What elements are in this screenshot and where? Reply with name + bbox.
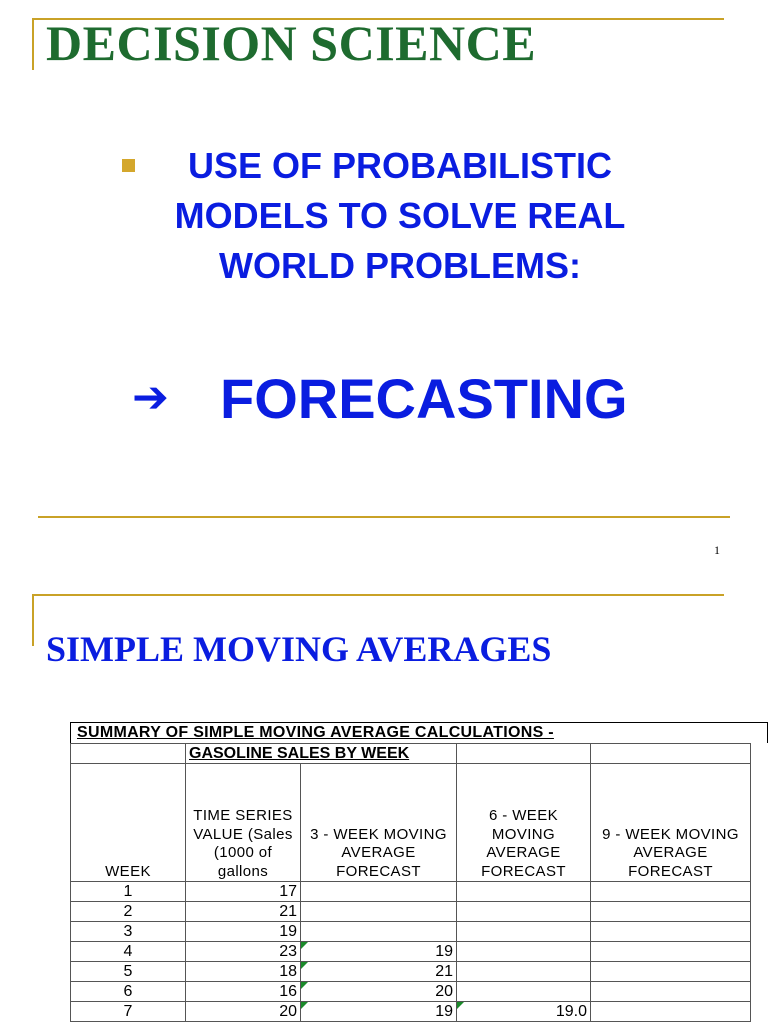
cell-value: 23: [186, 942, 301, 962]
header-week: WEEK: [71, 764, 186, 882]
table-subtitle-row: [71, 744, 751, 764]
cell-value: 20: [186, 1002, 301, 1022]
cell-ma9: [591, 962, 751, 982]
cell-week: 5: [71, 962, 186, 982]
slide-frame-top: [32, 594, 724, 596]
cell-ma6: 19.0: [457, 1002, 591, 1022]
arrow-icon: ➔: [132, 372, 169, 423]
cell-value: 16: [186, 982, 301, 1002]
cell-ma3: [301, 922, 457, 942]
table-subtitle: GASOLINE SALES BY WEEK: [186, 744, 457, 764]
cell-ma3: 20: [301, 982, 457, 1002]
formula-flag-icon: [457, 1002, 464, 1009]
cell-ma6: [457, 962, 591, 982]
formula-flag-icon: [301, 942, 308, 949]
cell-week: 4: [71, 942, 186, 962]
cell-ma3: 21: [301, 962, 457, 982]
table-title: SUMMARY OF SIMPLE MOVING AVERAGE CALCULATIONS -: [70, 722, 768, 743]
cell-ma6: [457, 942, 591, 962]
cell-value: 17: [186, 882, 301, 902]
cell-value: 21: [186, 902, 301, 922]
table-row: [71, 962, 751, 982]
table-row: [71, 942, 751, 962]
table-row: [71, 902, 751, 922]
slide-frame-left: [32, 18, 34, 70]
header-ma3: 3 - WEEK MOVING AVERAGE FORECAST: [301, 764, 457, 882]
cell-week: 3: [71, 922, 186, 942]
cell-ma9: [591, 942, 751, 962]
table-row: [71, 922, 751, 942]
slide-title: DECISION SCIENCE: [46, 15, 537, 71]
bullet-text: USE OF PROBABILISTIC MODELS TO SOLVE REAL WORLD PROBLEMS:: [174, 145, 626, 286]
slide-frame-left: [32, 594, 34, 646]
header-ma9: 9 - WEEK MOVING AVERAGE FORECAST: [591, 764, 751, 882]
formula-flag-icon: [301, 1002, 308, 1009]
highlight-text: FORECASTING: [220, 367, 628, 430]
cell-ma9: [591, 982, 751, 1002]
formula-flag-icon: [301, 982, 308, 989]
slide-title: SIMPLE MOVING AVERAGES: [46, 629, 552, 669]
cell-week: 1: [71, 882, 186, 902]
cell-ma3: [301, 902, 457, 922]
table-row: [71, 1002, 751, 1022]
cell-ma9: [591, 882, 751, 902]
cell-ma6: [457, 982, 591, 1002]
cell-ma6: [457, 882, 591, 902]
cell-ma9: [591, 902, 751, 922]
data-table: [70, 743, 751, 1022]
cell-week: 2: [71, 902, 186, 922]
cell-ma6: [457, 922, 591, 942]
cell-ma6: [457, 902, 591, 922]
cell-value: 18: [186, 962, 301, 982]
slide-2: [0, 590, 768, 1024]
cell-ma9: [591, 922, 751, 942]
slide-divider: [38, 516, 730, 518]
header-value: TIME SERIES VALUE (Sales (1000 of gallons: [186, 764, 301, 882]
header-ma6: 6 - WEEK MOVING AVERAGE FORECAST: [457, 764, 591, 882]
table-header-row: [71, 764, 751, 882]
table-row: [71, 982, 751, 1002]
cell-ma3: [301, 882, 457, 902]
cell-value: 19: [186, 922, 301, 942]
page-number: 1: [714, 543, 720, 557]
cell-ma3: 19: [301, 942, 457, 962]
cell-week: 6: [71, 982, 186, 1002]
cell-ma3: 19: [301, 1002, 457, 1022]
table-row: [71, 882, 751, 902]
formula-flag-icon: [301, 962, 308, 969]
cell-week: 7: [71, 1002, 186, 1022]
cell-ma9: [591, 1002, 751, 1022]
spreadsheet-table: [70, 722, 768, 1022]
